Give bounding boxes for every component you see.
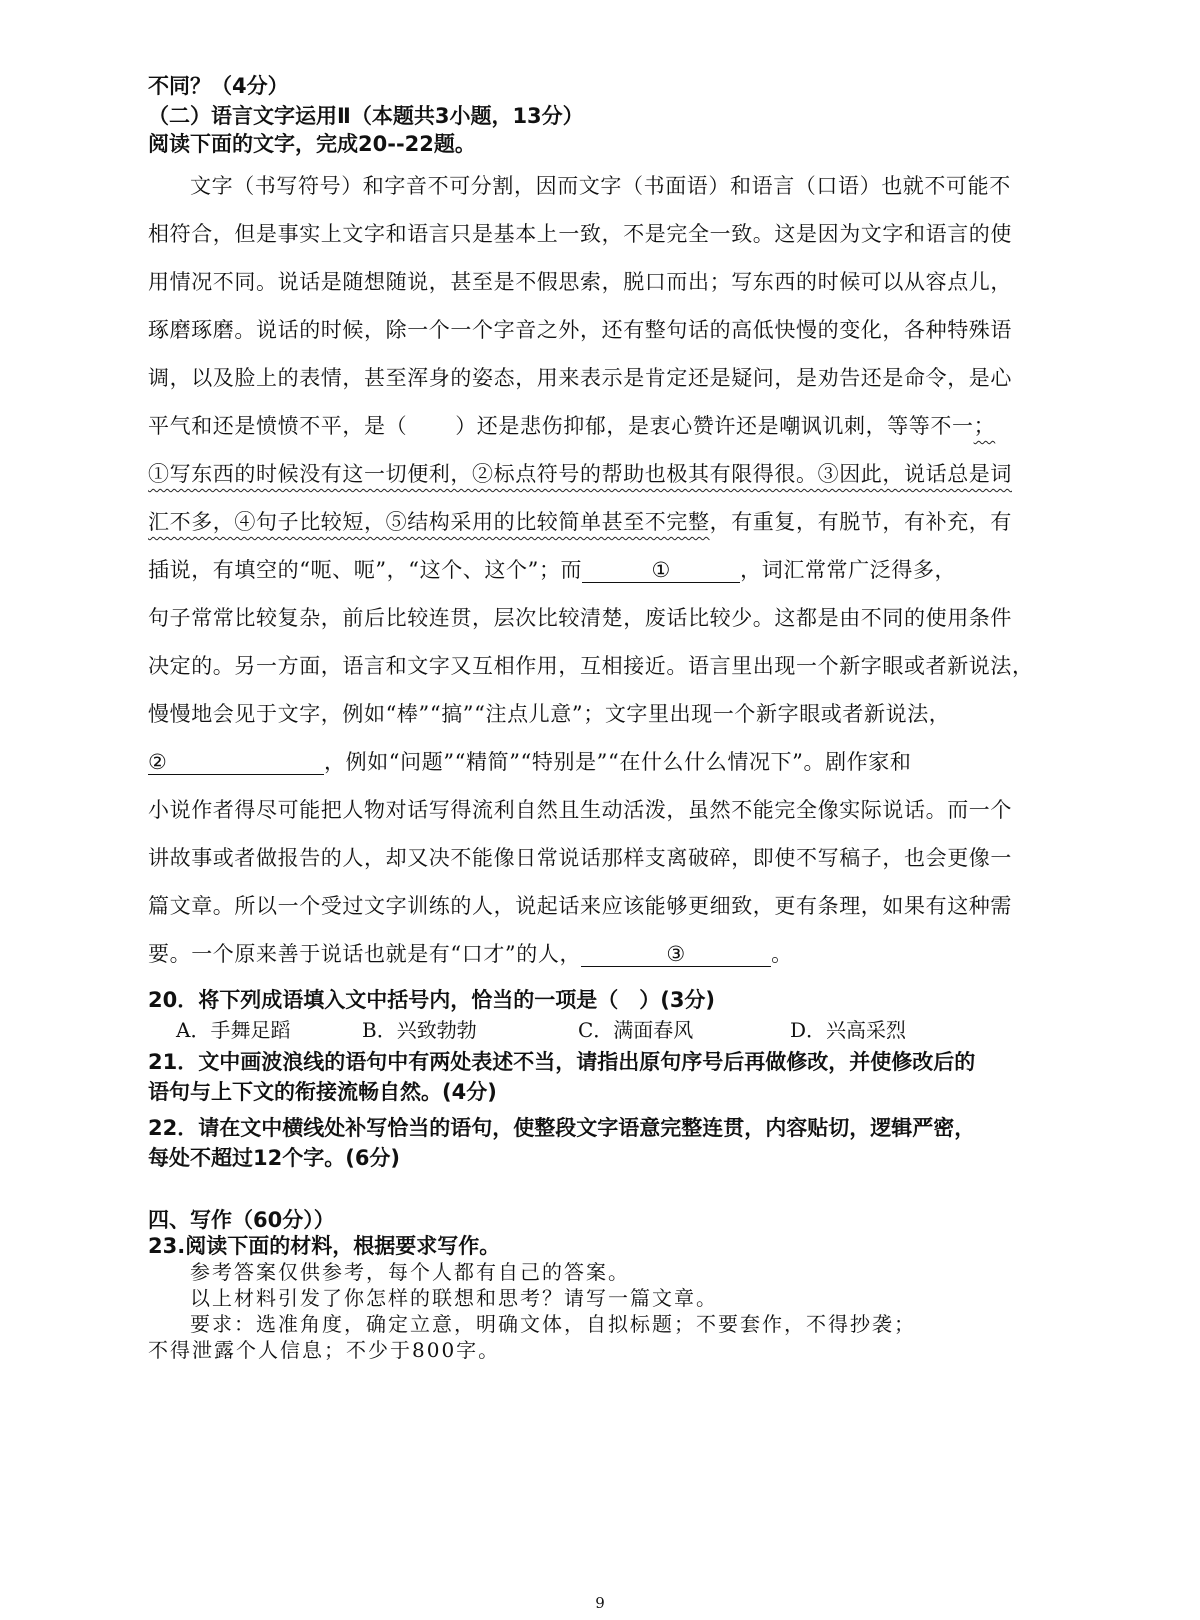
question-text: 23.阅读下面的材料，根据要求写作。 — [148, 1234, 501, 1258]
passage-line: 决定的。另一方面，语言和文字又互相作用，互相接近。语言里出现一个新字眼或者新说法， — [148, 654, 1034, 678]
fill-blank-3: ③ — [581, 944, 771, 967]
passage-line: 文字（书写符号）和字音不可分割，因而文字（书面语）和语言（口语）也就不可能不 — [190, 174, 1011, 198]
passage-text: ，有重复，有脱节，有补充，有 — [709, 510, 1013, 534]
section-heading: 四、写作（60分）） — [148, 1208, 335, 1232]
writing-material: 参考答案仅供参考，每个人都有自己的答案。 — [190, 1260, 630, 1284]
passage-text: ）还是悲伤抑郁，是衷心赞许还是嘲讽讥刺，等等不一 — [455, 414, 974, 438]
question-text: 语句与上下文的衔接流畅自然。(4分) — [148, 1080, 497, 1104]
question-text: 每处不超过12个字。(6分) — [148, 1146, 401, 1170]
section-heading: （二）语言文字运用Ⅱ（本题共3小题，13分） — [148, 104, 584, 128]
option-c: C．满面春风 — [578, 1018, 694, 1042]
passage-line: 用情况不同。说话是随想随说，甚至是不假思索，脱口而出；写东西的时候可以从容点儿， — [148, 270, 1012, 294]
passage-line: 句子常常比较复杂，前后比较连贯，层次比较清楚，废话比较少。这都是由不同的使用条件 — [148, 606, 1012, 630]
question-tail: 不同？（4分） — [148, 74, 289, 98]
passage-line: 慢慢地会见于文字，例如“棒”“搞”“注点儿意”；文字里出现一个新字眼或者新说法， — [148, 702, 951, 726]
option-d: D．兴高采烈 — [790, 1018, 907, 1042]
passage-text: ，例如“问题”“精简”“特别是”“在什么什么情况下”。剧作家和 — [324, 750, 912, 774]
passage-line: 小说作者得尽可能把人物对话写得流利自然且生动活泼，虽然不能完全像实际说话。而一个 — [148, 798, 1012, 822]
option-b: B．兴致勃勃 — [362, 1018, 477, 1042]
passage-line: 相符合，但是事实上文字和语言只是基本上一致，不是完全一致。这是因为文字和语言的使 — [148, 222, 1012, 246]
question-text: 22．请在文中横线处补写恰当的语句，使整段文字语意完整连贯，内容贴切，逻辑严密， — [148, 1116, 976, 1140]
passage-text: 。 — [771, 942, 793, 966]
passage-line: 琢磨琢磨。说话的时候，除一个一个字音之外，还有整句话的高低快慢的变化，各种特殊语 — [148, 318, 1012, 342]
wavy-text: ①写东西的时候没有这一切便利，②标点符号的帮助也极其有限得很。③因此，说话总是词 — [148, 462, 1012, 486]
passage-line: 调，以及脸上的表情，甚至浑身的姿态，用来表示是肯定还是疑问，是劝告还是命令，是心 — [148, 366, 1012, 390]
writing-requirements: 不得泄露个人信息；不少于800字。 — [148, 1338, 501, 1362]
reading-instruction: 阅读下面的文字，完成20--22题。 — [148, 132, 476, 156]
page-number: 9 — [595, 1594, 605, 1612]
passage-line: 讲故事或者做报告的人，却又决不能像日常说话那样支离破碎，即使不写稿子，也会更像一 — [148, 846, 1012, 870]
passage-text: ，词汇常常广泛得多， — [740, 558, 957, 582]
passage-line — [148, 554, 956, 584]
wavy-line-sentence — [148, 458, 1012, 488]
passage-line: 篇文章。所以一个受过文字训练的人，说起话来应该能够更细致，更有条理，如果有这种需 — [148, 894, 1012, 918]
wavy-text: ； — [973, 414, 996, 438]
writing-prompt: 以上材料引发了你怎样的联想和思考？请写一篇文章。 — [190, 1286, 718, 1310]
passage-text: 要。一个原来善于说话也就是有“口才”的人， — [148, 942, 582, 966]
passage-line — [148, 506, 1012, 536]
wavy-text: 汇不多，④句子比较短，⑤结构采用的比较简单甚至不完整 — [148, 510, 710, 534]
passage-line — [148, 746, 911, 776]
writing-requirements: 要求：选准角度，确定立意，明确文体，自拟标题；不要套作，不得抄袭； — [190, 1312, 916, 1336]
question-text: 20．将下列成语填入文中括号内，恰当的一项是（ ）(3分) — [148, 988, 716, 1012]
passage-line — [148, 938, 793, 968]
passage-text: 平气和还是愤愤不平，是（ — [148, 414, 408, 438]
fill-blank-1: ① — [582, 560, 740, 583]
passage-text: 插说，有填空的“呃、呃”，“这个、这个”；而 — [148, 558, 583, 582]
passage-line — [148, 410, 995, 440]
option-a: A．手舞足蹈 — [176, 1018, 291, 1042]
question-text: 21．文中画波浪线的语句中有两处表述不当，请指出原句序号后再做修改，并使修改后的 — [148, 1050, 976, 1074]
fill-blank-2: ② — [148, 752, 324, 775]
